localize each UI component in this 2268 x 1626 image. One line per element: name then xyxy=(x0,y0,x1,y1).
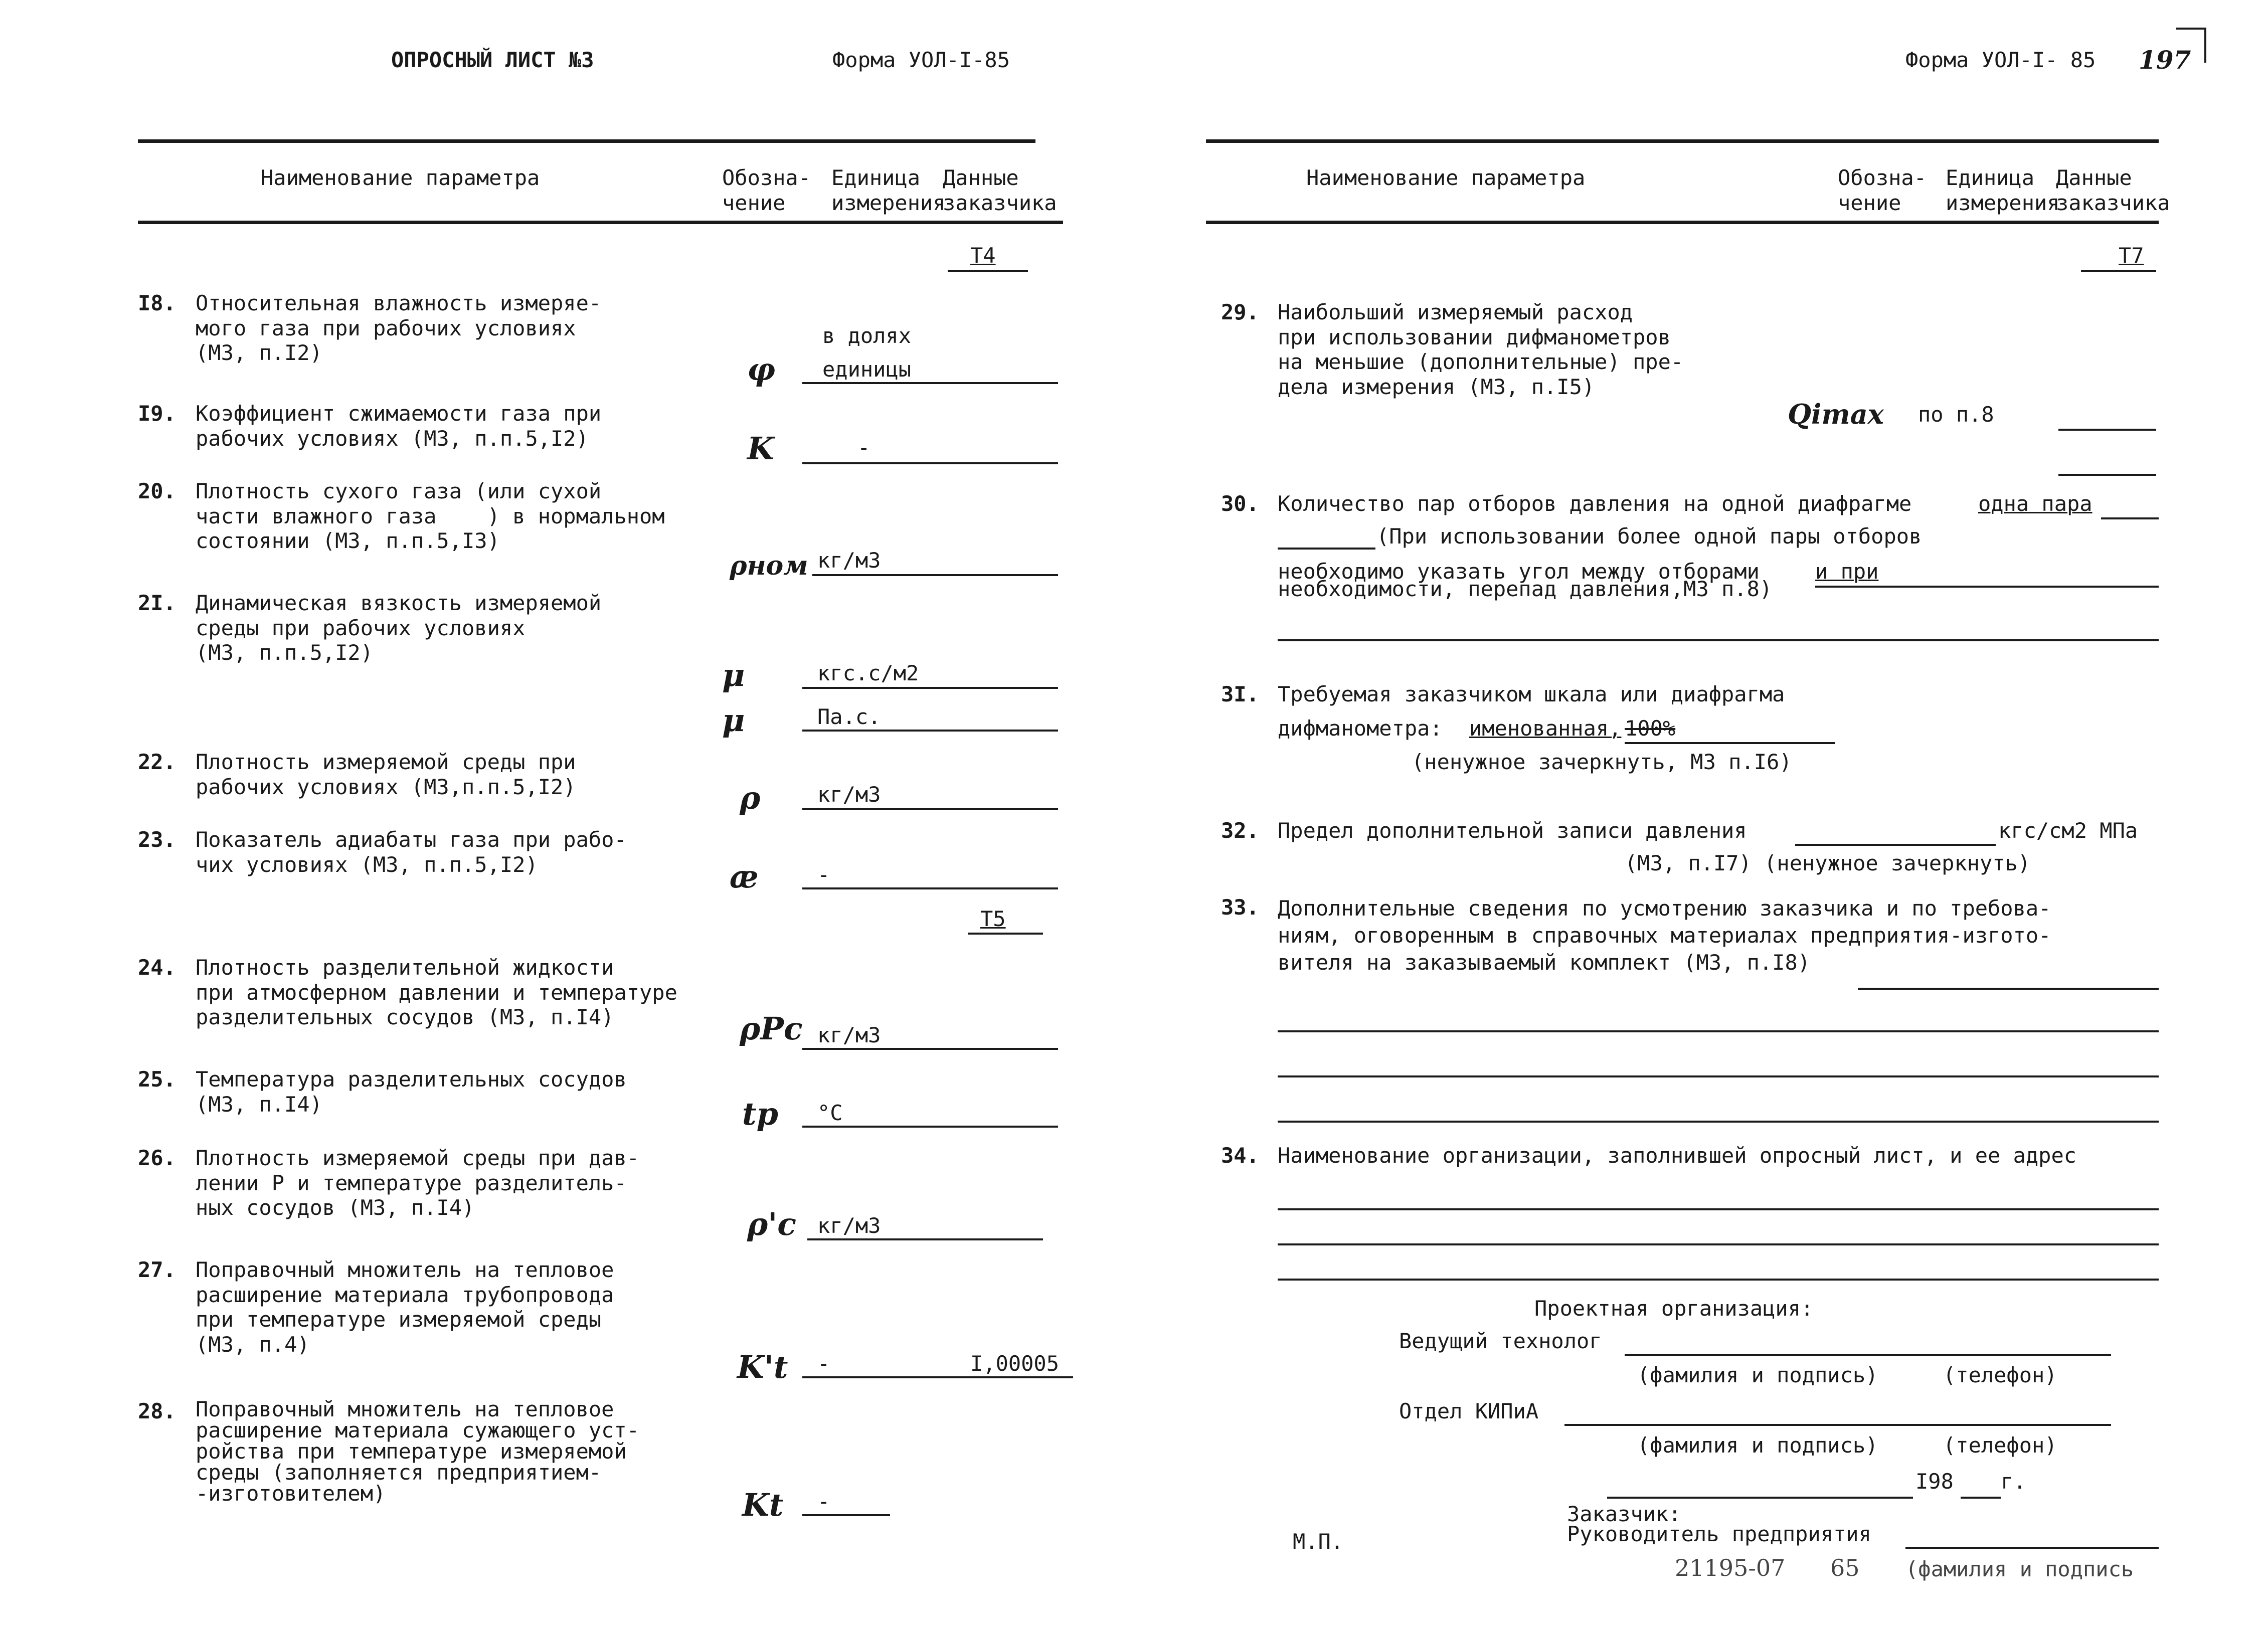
value-line xyxy=(1278,1208,2159,1210)
form-code-right: Форма УОЛ-I- 85 xyxy=(1905,48,2096,72)
item-number: 30. xyxy=(1221,491,1259,516)
table-ref-t5: Т5 xyxy=(980,907,1006,931)
item-text: Показатель адиабаты газа при рабо- чих условиях (М3, п.п.5,I2) xyxy=(196,827,627,877)
item-number: 28. xyxy=(138,1399,176,1423)
item-unit: кг/м3 xyxy=(817,782,881,807)
item-value: I,00005 xyxy=(970,1351,1060,1376)
item-value: и при xyxy=(1815,559,1879,584)
item-text: Наибольший измеряемый расход при использовании дифманометров на меньшие (дополнительные) пре- дела измерения (М3, п.I5) xyxy=(1278,300,1684,399)
item-unit-2: Па.с. xyxy=(817,704,881,729)
item-number: 32. xyxy=(1221,818,1259,843)
value-line xyxy=(802,462,1058,464)
footer-sig-caption: (фамилия и подпись) xyxy=(1637,1363,1878,1387)
item-unit: - xyxy=(817,862,830,887)
item-number: 33. xyxy=(1221,895,1259,920)
item-text: Плотность измеряемой среды при дав- лении Р и температуре разделитель- ных сосудов (М3, п.I4) xyxy=(196,1146,640,1220)
date-line xyxy=(1961,1497,2001,1499)
value-line xyxy=(802,730,1058,732)
footer-dept: Отдел КИПиА xyxy=(1399,1399,1539,1423)
item-text: Плотность сухого газа (или сухой части влажного газа ) в нормальном состоянии (М3, п.п.5,I3) xyxy=(196,479,665,554)
value-line xyxy=(1795,844,1996,846)
item-text: необходимо указать угол между отборами xyxy=(1278,559,1760,584)
item-text: Относительная влажность измеряе- мого газа при рабочих условиях (М3, п.I2) xyxy=(196,291,602,366)
col-header-name: Наименование параметра xyxy=(261,165,540,190)
item-text: Динамическая вязкость измеряемой среды при рабочих условиях (М3, п.п.5,I2) xyxy=(196,591,602,665)
value-line xyxy=(1815,586,2159,588)
corner-mark xyxy=(2176,28,2206,30)
item-unit-top: в долях xyxy=(822,323,912,348)
value-line xyxy=(1278,1075,2159,1077)
page-number: 197 xyxy=(2139,45,2191,75)
archive-code: 21195-07 xyxy=(1675,1554,1786,1581)
value-line xyxy=(2058,429,2156,431)
value-line xyxy=(1278,1030,2159,1032)
item-symbol: ρ'с xyxy=(747,1206,796,1242)
item-unit: - xyxy=(817,1351,830,1376)
value-line xyxy=(2101,517,2159,519)
value-line xyxy=(802,1126,1058,1128)
col-header-name: Наименование параметра xyxy=(1306,165,1586,190)
value-line xyxy=(1278,639,2159,641)
rule xyxy=(2081,270,2156,272)
item-unit: кг/м3 xyxy=(817,548,881,573)
footer-sig-caption: (фамилия и подпись) xyxy=(1637,1433,1878,1458)
item-symbol: K't xyxy=(737,1349,788,1385)
item-number: 2I. xyxy=(138,591,176,615)
item-unit: - xyxy=(817,1489,830,1514)
value-line xyxy=(802,687,1058,689)
item-unit: кгс.с/м2 xyxy=(817,661,919,685)
item-number: 20. xyxy=(138,479,176,503)
col-header-data: Данные заказчика xyxy=(943,165,1057,215)
value-line xyxy=(1278,548,1375,550)
item-number: 23. xyxy=(138,827,176,852)
item-text: дифманометра: xyxy=(1278,716,1443,741)
item-symbol-2: μ xyxy=(722,702,745,739)
item-symbol: ρном xyxy=(730,551,808,581)
footer-tel-caption: (телефон) xyxy=(1943,1433,2057,1458)
item-symbol: tр xyxy=(742,1096,778,1132)
item-number: 34. xyxy=(1221,1143,1259,1168)
item-number: 22. xyxy=(138,750,176,774)
item-number: I9. xyxy=(138,401,176,426)
item-text: (При использовании более одной пары отборов xyxy=(1376,524,1922,549)
rule xyxy=(968,933,1043,935)
item-unit: кг/м3 xyxy=(817,1213,881,1238)
item-number: 26. xyxy=(138,1146,176,1170)
date-line xyxy=(1607,1497,1913,1499)
table-ref-t4: Т4 xyxy=(970,243,996,268)
item-number: 29. xyxy=(1221,300,1259,324)
value-line xyxy=(807,1238,1043,1240)
item-number: 27. xyxy=(138,1257,176,1282)
item-symbol: K xyxy=(747,430,774,467)
col-header-symbol: Обозна- чение xyxy=(1838,165,1927,215)
item-number: 3I. xyxy=(1221,682,1259,706)
value-line xyxy=(802,887,1058,889)
item-note: (ненужное зачеркнуть, М3 п.I6) xyxy=(1412,750,1792,774)
item-text: Плотность разделительной жидкости при атмосферном давлении и температуре разделительных сосудов (М3, п.I4) xyxy=(196,955,677,1030)
rule xyxy=(948,270,1028,272)
col-header-unit: Единица измерения xyxy=(831,165,946,215)
item-symbol: ρ xyxy=(740,780,761,816)
item-text: Плотность измеряемой среды при рабочих условиях (М3,п.п.5,I2) xyxy=(196,750,576,799)
footer-lead: Ведущий технолог xyxy=(1399,1329,1602,1353)
value-line xyxy=(802,1376,1073,1378)
item-note: (М3, п.I7) (ненужное зачеркнуть) xyxy=(1625,851,2031,875)
item-symbol: ρРс xyxy=(740,1010,803,1047)
survey-title: ОПРОСНЫЙ ЛИСТ №3 xyxy=(391,48,594,72)
item-unit: - xyxy=(857,435,870,460)
item-unit: кг/м3 xyxy=(817,1023,881,1047)
value-line xyxy=(802,382,1058,384)
footer-tel-caption: (телефон) xyxy=(1943,1363,2057,1387)
item-symbol: φ xyxy=(747,351,776,388)
item-text: Дополнительные сведения по усмотрению заказчика и по требова- ниям, оговоренным в справочных материалах предприятия-изгото- вителя на заказываемый комплект (М3, п.I8) xyxy=(1278,896,2051,975)
rule xyxy=(138,221,1063,224)
item-number: 25. xyxy=(138,1067,176,1092)
item-text: Коэффициент сжимаемости газа при рабочих условиях (М3, п.п.5,I2) xyxy=(196,401,602,451)
item-text: Поправочный множитель на тепловое расширение материала сужающего уст- ройства при температуре измеряемой среды (заполняется предприятием- -изготовителем) xyxy=(196,1397,640,1506)
item-text: Предел дополнительной записи давления xyxy=(1278,818,1747,843)
item-text: Наименование организации, заполнившей опросный лист, и ее адрес xyxy=(1278,1143,2077,1168)
signature-line xyxy=(1905,1547,2159,1549)
item-number: 24. xyxy=(138,955,176,980)
value-line xyxy=(802,808,1058,810)
item-symbol: æ xyxy=(730,858,759,895)
value-line xyxy=(2058,474,2156,476)
corner-mark xyxy=(2204,28,2206,63)
item-unit: по п.8 xyxy=(1918,402,1994,427)
item-symbol: Qimax xyxy=(1788,398,1884,430)
footer-customer: Заказчик: xyxy=(1567,1502,1681,1526)
item-text: необходимости, перепад давления,М3 п.8) xyxy=(1278,577,1773,601)
col-header-unit: Единица измерения xyxy=(1946,165,2060,215)
footer-year: I98 xyxy=(1915,1469,1954,1494)
value-line xyxy=(802,1048,1058,1050)
footer-mp: М.П. xyxy=(1293,1529,1344,1554)
value-line xyxy=(1278,1243,2159,1245)
item-unit: °С xyxy=(817,1101,843,1125)
value-line xyxy=(802,1514,890,1516)
form-code-left: Форма УОЛ-I-85 xyxy=(832,48,1010,72)
item-text: Требуемая заказчиком шкала или диафрагма xyxy=(1278,682,1785,706)
value-line xyxy=(1278,1279,2159,1281)
col-header-data: Данные заказчика xyxy=(2056,165,2170,215)
rule xyxy=(1206,139,2159,143)
value-line xyxy=(1858,988,2159,990)
item-number: I8. xyxy=(138,291,176,315)
value-line xyxy=(1625,742,1835,744)
rule xyxy=(1206,221,2159,224)
option-percent: 100% xyxy=(1625,716,1676,741)
col-header-symbol: Обозна- чение xyxy=(722,165,811,215)
footer-sig-caption: (фамилия и подпись xyxy=(1905,1557,2134,1581)
footer-head: Руководитель предприятия xyxy=(1567,1522,1871,1546)
item-symbol: Kt xyxy=(742,1487,784,1523)
item-text: Количество пар отборов давления на одной диафрагме xyxy=(1278,491,1912,516)
table-ref-t7: Т7 xyxy=(2119,243,2144,268)
item-symbol: μ xyxy=(722,657,745,693)
archive-code-2: 65 xyxy=(1830,1554,1860,1581)
value-line xyxy=(1278,1121,2159,1123)
item-units: кгс/см2 МПа xyxy=(1998,818,2138,843)
item-value: одна пара xyxy=(1978,491,2092,516)
item-text: Поправочный множитель на тепловое расширение материала трубопровода при температуре измеряемой среды (М3, п.4) xyxy=(196,1257,614,1357)
footer-g: г. xyxy=(2001,1469,2026,1494)
footer-org: Проектная организация: xyxy=(1534,1296,1814,1321)
rule xyxy=(138,139,1035,143)
item-unit: единицы xyxy=(822,357,912,382)
item-text: Температура разделительных сосудов (М3, п.I4) xyxy=(196,1067,627,1117)
signature-line xyxy=(1564,1424,2111,1426)
signature-line xyxy=(1625,1354,2111,1356)
option-named: именованная, xyxy=(1469,716,1622,741)
value-line xyxy=(812,574,1058,576)
